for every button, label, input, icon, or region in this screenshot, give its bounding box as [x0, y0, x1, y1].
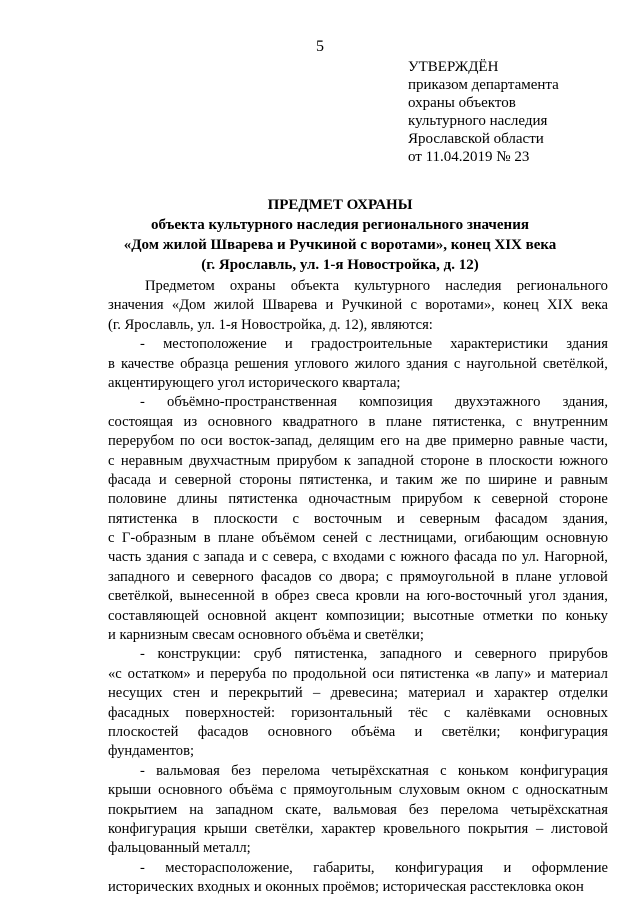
body-line: плоскостей фасадов основного объёма и светёлки; конфигурация [108, 723, 608, 740]
body-line: - вальмовая без перелома четырёхскатная с коньком конфигурация [140, 762, 608, 779]
body-line: несущих стен и перекрытий – древесина; материал и характер отделки [108, 685, 608, 702]
approval-line: Ярославской области [408, 131, 544, 147]
body-line: часть здания с запада и с севера, с входами с южного фасада по ул. Нагорной, [108, 549, 608, 566]
body-line: пятистенка в плоскости с восточным и северным фасадом здания, [108, 510, 608, 527]
body-line: - объёмно-пространственная композиция двухэтажного здания, [140, 394, 608, 411]
body-line: с неравным двухчастным прирубом к западной стороне в плоскости южного [108, 452, 608, 469]
body-line: - конструкции: сруб пятистенка, западного и северного прирубов [140, 646, 608, 663]
body-line: в качестве образца решения углового жилого здания с наугольной светёлкой, [108, 355, 608, 372]
body-line: фальцованный металл; [108, 840, 251, 857]
approval-line: от 11.04.2019 № 23 [408, 149, 530, 165]
body-line: - месторасположение, габариты, конфигурация и оформление [140, 859, 608, 876]
title-line: объекта культурного наследия регионального значения [151, 217, 529, 233]
approval-line: культурного наследия [408, 113, 548, 129]
body-line: светёлкой, вынесенной в обрез свеса кровли на юго-восточный угол здания, [108, 588, 608, 605]
body-line: фасада и северной стороны пятистенка, и таким же по ширине и равным [108, 471, 608, 488]
page-number: 5 [316, 38, 324, 55]
body-line: западного и северного фасадов со двора; с прямоугольной в плане угловой [108, 568, 608, 585]
body-line: покрытием на западном скате, вальмовая без перелома четырёхскатная [108, 801, 608, 818]
body-line: конфигурация крыши светёлки, характер кровельного покрытия – листовой [108, 820, 608, 837]
body-line: (г. Ярославль, ул. 1-я Новостройка, д. 12), являются: [108, 316, 433, 333]
body-line: с Г-образным в плане объёмом сеней с лестницами, огибающим основную [108, 530, 608, 547]
body-line: исторических входных и оконных проёмов; историческая расстекловка окон [108, 879, 584, 896]
body-line: значения «Дом жилой Шварева и Ручкиной с воротами», конец XIX века [108, 297, 608, 314]
body-line: крыши основного объёма с прямоугольным слуховым окном с односкатным [108, 782, 608, 799]
title-line: ПРЕДМЕТ ОХРАНЫ [267, 197, 413, 213]
approval-line: приказом департамента [408, 77, 559, 93]
body-line: - местоположение и градостроительные характеристики здания [140, 336, 608, 353]
body-line: «с остатком» и переруба по продольной оси пятистенка «в лапу» и материал [108, 665, 608, 682]
title-line: (г. Ярославль, ул. 1-я Новостройка, д. 12) [201, 257, 479, 273]
body-line: составляющей основной акцент композиции; высотные отметки по коньку [108, 607, 608, 624]
approval-line: охраны объектов [408, 95, 516, 111]
body-line: половине длины пятистенка одночастным прирубом к северной стороне [108, 491, 608, 508]
body-line: Предметом охраны объекта культурного наследия регионального [145, 278, 608, 294]
body-line: фасадных поверхностей: горизонтальный тёс с калёвками основных [108, 704, 608, 721]
body-line: состоящая из основного квадратного в плане пятистенка, с внутренним [108, 413, 608, 430]
document-title [60, 195, 620, 275]
body-line: фундаментов; [108, 743, 195, 760]
body-line: акцентирующего угол исторического квартала; [108, 374, 401, 391]
title-line: «Дом жилой Шварева и Ручкиной с воротами», конец XIX века [123, 237, 557, 253]
document-body [108, 277, 608, 898]
body-line: перерубом по оси восток-запад, делящим его на две примерно равные части, [108, 433, 608, 450]
approval-line: УТВЕРЖДЁН [408, 59, 499, 75]
body-line: и карнизным свесам основного объёма и светёлки; [108, 627, 424, 644]
approval-stamp [408, 58, 559, 166]
